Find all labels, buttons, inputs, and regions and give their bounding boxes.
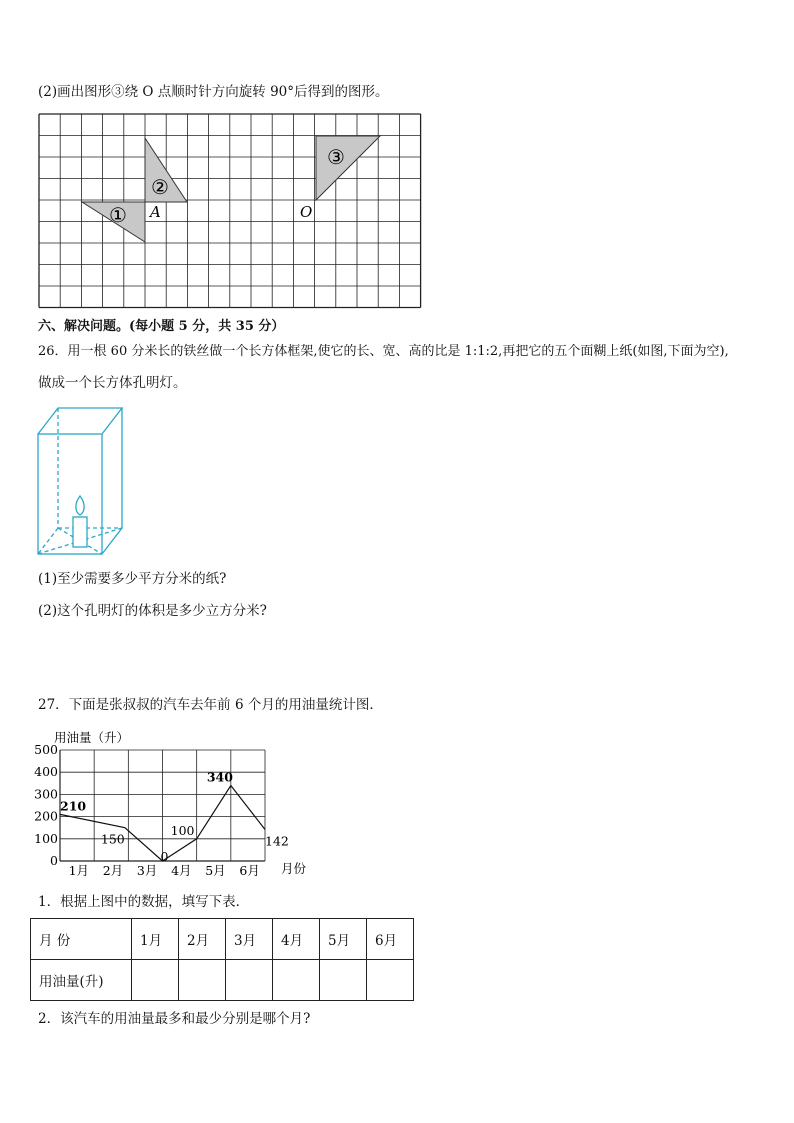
q25-part2-text: (2)画出图形③绕 O 点顺时针方向旋转 90°后得到的图形。 [38,84,389,100]
table-blank-cell[interactable] [132,960,179,1001]
q26-sub1: (1)至少需要多少平方分米的纸? [38,571,227,587]
shape-1-label: ① [109,203,127,227]
table-blank-cell[interactable] [179,960,226,1001]
candle-body [73,517,87,547]
chart-data-label: 210 [60,798,87,814]
table-month-cell: 4月 [273,919,320,960]
table-head-month: 月 份 [31,919,132,960]
table-blank-cell[interactable] [273,960,320,1001]
chart-ytick-label: 400 [34,764,58,780]
q26-sub2: (2)这个孔明灯的体积是多少立方分米? [38,603,267,619]
chart-xtick-label: 4月 [171,863,192,878]
fuel-line-chart [30,728,310,878]
shape-3-triangle [316,136,380,200]
q26-line2: 做成一个长方体孔明灯。 [38,375,187,391]
point-a-label: A [150,203,161,221]
chart-data-label: 340 [206,769,233,785]
chart-xtick-label: 6月 [239,863,260,878]
point-o-label: O [300,203,313,221]
q27-sub1: 1．根据上图中的数据，填写下表． [38,894,250,910]
table-row [31,960,414,1001]
table-blank-cell[interactable] [367,960,414,1001]
chart-ytick-label: 0 [50,853,58,868]
q27-intro: 27．下面是张叔叔的汽车去年前 6 个月的用油量统计图． [38,697,383,713]
chart-data-label: 150 [100,831,125,847]
rotation-grid-figure [30,108,430,318]
table-head-fuel: 用油量(升) [31,960,132,1001]
table-month-cell: 3月 [226,919,273,960]
section-title: 六、解决问题。(每小题 5 分，共 35 分） [38,319,285,334]
table-month-cell: 6月 [367,919,414,960]
q26-line1: 26．用一根 60 分米长的铁丝做一个长方体框架,使它的长、宽、高的比是 1:1:2,再把它的五个面糊上纸(如图,下面为空), [38,344,729,359]
chart-ytick-label: 200 [34,808,58,824]
table-blank-cell[interactable] [320,960,367,1001]
shape-3-label: ③ [327,145,345,169]
chart-xtick-label: 5月 [205,863,226,878]
table-blank-cell[interactable] [226,960,273,1001]
table-month-cell: 5月 [320,919,367,960]
table-row [31,919,414,960]
candle-flame [76,496,84,515]
chart-ylabel: 用油量（升） [54,730,130,745]
lantern-figure [30,400,130,560]
chart-data-label: 100 [170,822,195,838]
q27-sub2: 2．该汽车的用油量最多和最少分别是哪个月? [38,1011,311,1027]
chart-ytick-label: 300 [34,786,58,802]
table-month-cell: 2月 [179,919,226,960]
chart-xtick-label: 3月 [136,863,158,878]
chart-xlabel: 月份 [281,861,307,876]
chart-xtick-label: 2月 [102,863,124,878]
chart-ytick-label: 100 [34,830,58,846]
chart-xtick-label: 1月 [68,863,90,878]
fuel-table [30,918,414,1001]
chart-ytick-label: 500 [34,742,58,757]
shape-2-label: ② [151,175,169,199]
chart-data-label: 0 [160,849,169,864]
table-month-cell: 1月 [132,919,179,960]
chart-data-label: 142 [265,833,289,849]
